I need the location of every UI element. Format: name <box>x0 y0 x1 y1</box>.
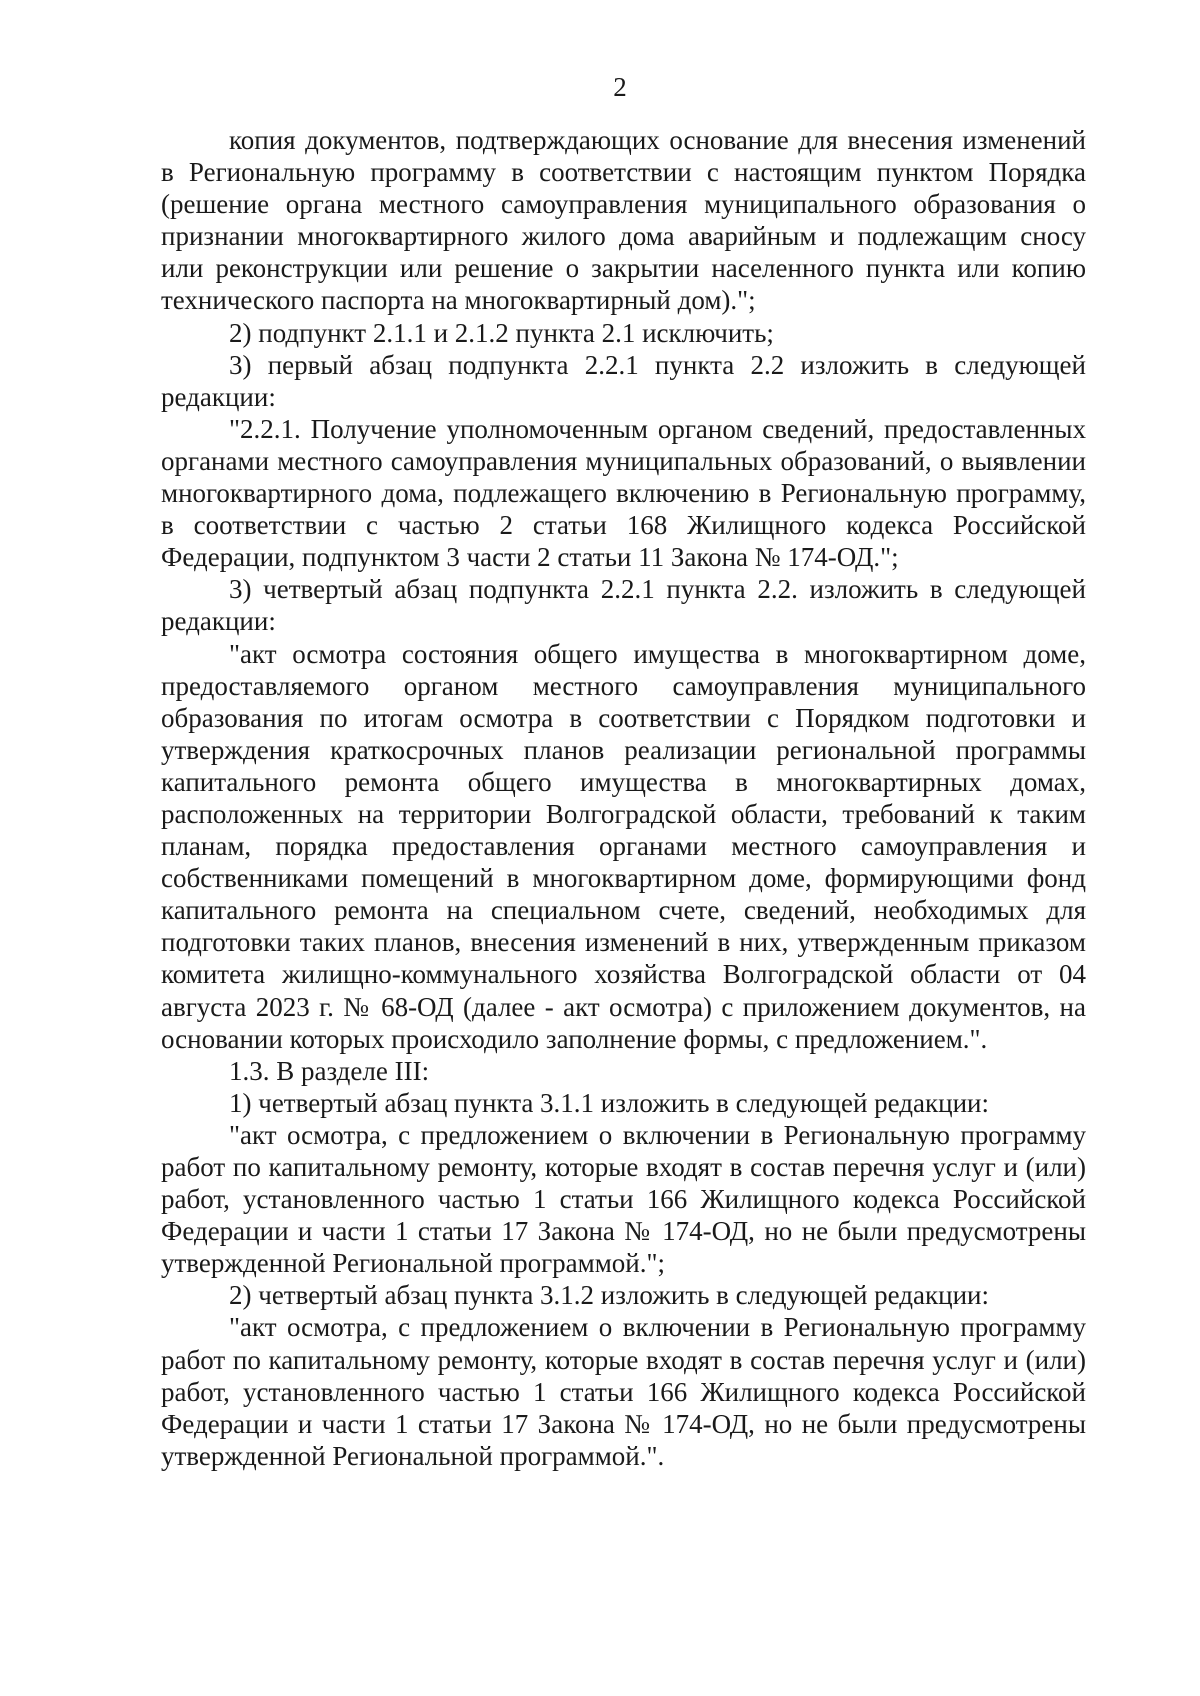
page-number: 2 <box>613 72 627 102</box>
paragraph-section-iii: 1.3. В разделе III: <box>229 1055 430 1086</box>
paragraph-inspection-act: "акт осмотра состояния общего имущества в многоквартирном доме, предоставляемого органом местного самоуправления муниципального образования по итогам осмотра в соответствии с Порядком подготовки и утверждения краткосрочных планов реализации региональной программы капитального ремонта общего имущества в многоквартирных домах, расположенных на территории Волгоградской области, требований к таким планам, порядка предоставления органами местного самоуправления и собственниками помещений в многоквартирном доме, формирующими фонд капитального ремонта на специальном счете, сведений, необходимых для подготовки таких планов, внесения изменений в них, утвержденным приказом комитета жилищно-коммунального хозяйства Волгоградской области от 04 августа 2023 г. № 68-ОД (далее - акт осмотра) с приложением документов, на основании которых происходило заполнение формы, с предложением.". <box>161 638 1086 1054</box>
document-body <box>161 124 1086 1472</box>
paragraph-act-3-1-1-text: "акт осмотра, с предложением о включении в Региональную программу работ по капитальному ремонту, которые входят в состав перечня услуг и (или) работ, установленного частью 1 статьи 166 Жилищного кодекса Российской Федерации и части 1 статьи 17 Закона № 174-ОД, но не были предусмотрены утвержденной Региональной программой."; <box>161 1119 1086 1279</box>
paragraph-item-3-fourth-abzac: 3) четвертый абзац подпункта 2.2.1 пункта 2.2. изложить в следующей редакции: <box>161 574 1086 637</box>
paragraph-documents-copy: копия документов, подтверждающих основание для внесения изменений в Региональную программу в соответствии с настоящим пунктом Порядка (решение органа местного самоуправления муниципального образования о признании многоквартирного жилого дома аварийным и подлежащим сносу или реконструкции или решение о закрытии населенного пункта или копию технического паспорта на многоквартирный дом)."; <box>161 125 1086 316</box>
paragraph-item-2-exclude: 2) подпункт 2.1.1 и 2.1.2 пункта 2.1 исключить; <box>229 317 774 348</box>
paragraph-act-3-1-2-text: "акт осмотра, с предложением о включении в Региональную программу работ по капитальному ремонту, которые входят в состав перечня услуг и (или) работ, установленного частью 1 статьи 166 Жилищного кодекса Российской Федерации и части 1 статьи 17 Закона № 174-ОД, но не были предусмотрены утвержденной Региональной программой.". <box>161 1312 1086 1471</box>
paragraph-item-1-3-1-1: 1) четвертый абзац пункта 3.1.1 изложить в следующей редакции: <box>229 1087 989 1118</box>
paragraph-2-2-1-text: "2.2.1. Получение уполномоченным органом сведений, предоставленных органами местного самоуправления муниципальных образований, о выявлении многоквартирного дома, подлежащего включению в Региональную программу, в соответствии с частью 2 статьи 168 Жилищного кодекса Российской Федерации, подпунктом 3 части 2 статьи 11 Закона № 174-ОД."; <box>161 413 1086 573</box>
paragraph-item-3-first-abzac: 3) первый абзац подпункта 2.2.1 пункта 2.2 изложить в следующей редакции: <box>161 349 1086 412</box>
paragraph-item-2-3-1-2: 2) четвертый абзац пункта 3.1.2 изложить в следующей редакции: <box>229 1280 989 1311</box>
